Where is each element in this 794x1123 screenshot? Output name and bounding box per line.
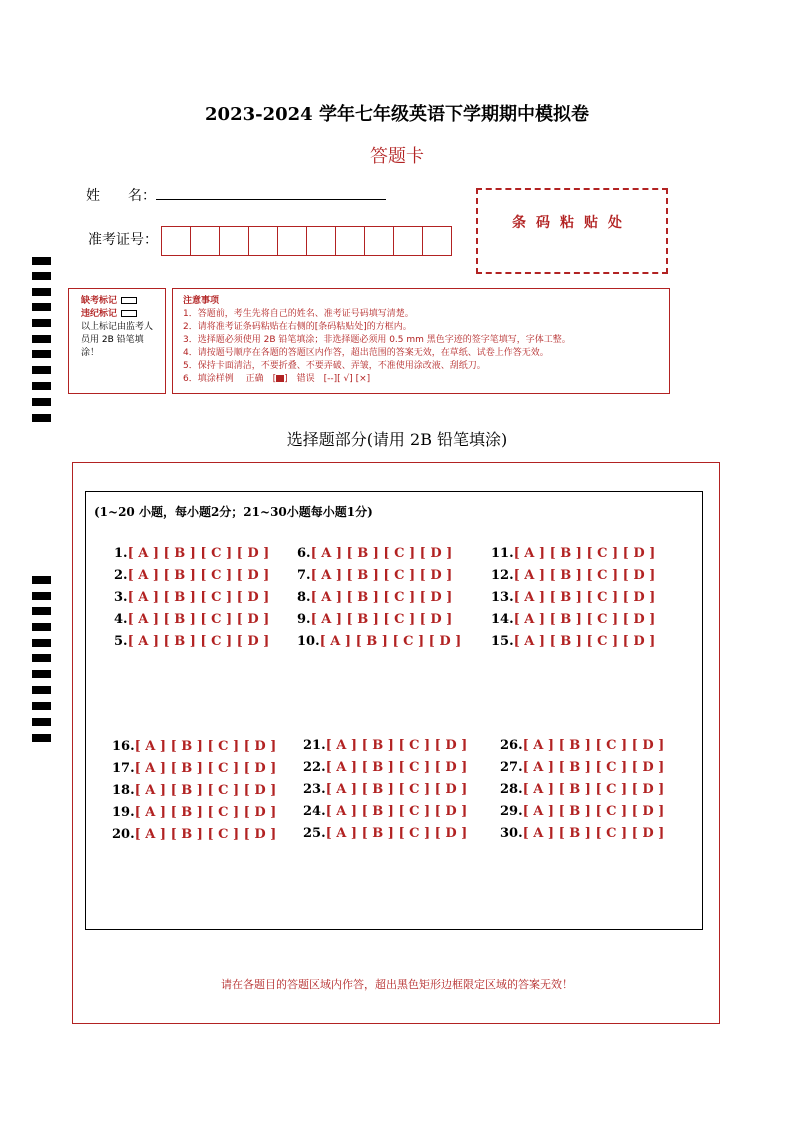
timing-mark [32,592,51,600]
answer-options[interactable]: [ A ] [ B ] [ C ] [ D ] [325,738,468,753]
question-number: 21. [303,738,326,753]
notice-item: 3．选择题必须使用 2B 铅笔填涂；非选择题必须用 0.5 mm 黑色字迹的签字笔填写，字体工整。 [183,335,571,345]
answer-options[interactable]: [ A ] [ B ] [ C ] [ D ] [522,738,665,753]
answer-options[interactable]: [ A ] [ B ] [ C ] [ D ] [134,761,277,776]
question-number: 19. [112,805,135,820]
timing-mark [32,576,51,584]
id-digit-box[interactable] [393,226,423,256]
violation-mark-label: 违纪标记 [81,309,118,319]
id-digit-box[interactable] [248,226,278,256]
question-number: 29. [500,804,523,819]
answer-options[interactable]: [ A ] [ B ] [ C ] [ D ] [513,546,656,561]
id-digit-box[interactable] [277,226,307,256]
question-number: 6. [297,546,311,561]
question-number: 12. [491,568,514,583]
question-row[interactable] [491,546,655,561]
timing-mark [32,734,51,742]
question-number: 3. [114,590,128,605]
question-row[interactable] [491,612,655,627]
question-row[interactable] [112,783,276,798]
id-digit-box[interactable] [335,226,365,256]
question-number: 17. [112,761,135,776]
answer-options[interactable]: [ A ] [ B ] [ C ] [ D ] [522,804,665,819]
question-number: 11. [491,546,514,561]
question-row[interactable] [303,804,467,819]
question-row[interactable] [500,738,664,753]
question-row[interactable] [297,612,452,627]
question-number: 28. [500,782,523,797]
question-row[interactable] [114,568,269,583]
question-row[interactable] [491,568,655,583]
question-number: 7. [297,568,311,583]
absent-mark-label: 缺考标记 [81,296,118,306]
answer-options[interactable]: [ A ] [ B ] [ C ] [ D ] [522,826,665,841]
answer-options[interactable]: [ A ] [ B ] [ C ] [ D ] [325,760,468,775]
timing-mark [32,718,51,726]
question-row[interactable] [114,612,269,627]
marks-note: 以上标记由监考人员用 2B 铅笔填涂！ [81,322,154,358]
answer-options[interactable]: [ A ] [ B ] [ C ] [ D ] [310,546,453,561]
timing-mark [32,654,51,662]
footer-warning: 请在各题目的答题区域内作答，超出黑色矩形边框限定区域的答案无效！ [221,978,573,991]
question-row[interactable] [303,826,467,841]
answer-options[interactable]: [ A ] [ B ] [ C ] [ D ] [522,760,665,775]
question-number: 5. [114,634,128,649]
violation-mark-box[interactable] [121,310,137,317]
notice-title: 注意事项 [183,296,220,306]
timing-mark [32,398,51,406]
timing-mark [32,335,51,343]
question-row[interactable] [114,546,269,561]
answer-options[interactable]: [ A ] [ B ] [ C ] [ D ] [127,568,270,583]
answer-options[interactable]: [ A ] [ B ] [ C ] [ D ] [513,612,656,627]
notice-item: 4．请按题号顺序在各题的答题区内作答，超出范围的答案无效，在草纸、试卷上作答无效。 [183,348,549,358]
question-number: 23. [303,782,326,797]
timing-mark [32,670,51,678]
question-row[interactable] [491,590,655,605]
question-number: 8. [297,590,311,605]
notice-item: 2．请将准考证条码粘贴在右侧的[条码粘贴处]的方框内。 [183,322,412,332]
answer-options[interactable]: [ A ] [ B ] [ C ] [ D ] [319,634,462,649]
question-number: 1. [114,546,128,561]
question-number: 13. [491,590,514,605]
id-digit-box[interactable] [161,226,191,256]
question-number: 10. [297,634,320,649]
timing-mark [32,414,51,422]
answer-card-subtitle: 答题卡 [370,146,424,167]
question-row[interactable] [112,805,276,820]
answer-options[interactable]: [ A ] [ B ] [ C ] [ D ] [522,782,665,797]
timing-mark [32,623,51,631]
answer-options[interactable]: [ A ] [ B ] [ C ] [ D ] [127,546,270,561]
fill-sample-correct-mark [276,375,284,382]
timing-mark [32,702,51,710]
page-title: 2023-2024 学年七年级英语下学期期中模拟卷 [205,104,589,125]
question-row[interactable] [297,634,461,649]
question-number: 16. [112,739,135,754]
answer-options[interactable]: [ A ] [ B ] [ C ] [ D ] [127,612,270,627]
id-digit-box[interactable] [422,226,452,256]
section-title: 选择题部分(请用 2B 铅笔填涂) [286,430,508,449]
timing-mark [32,272,51,280]
marks-box [68,288,166,394]
answer-options[interactable]: [ A ] [ B ] [ C ] [ D ] [310,612,453,627]
question-number: 15. [491,634,514,649]
fill-sample-prefix: 6．填涂样例 正确 [ [183,374,277,384]
question-row[interactable] [303,782,467,797]
timing-mark [32,686,51,694]
fill-sample-suffix: ] 错误 [--][ √] [×] [284,374,371,384]
timing-mark [32,366,51,374]
question-number: 18. [112,783,135,798]
name-label: 姓 名： [86,188,156,204]
question-number: 22. [303,760,326,775]
answer-options[interactable]: [ A ] [ B ] [ C ] [ D ] [134,805,277,820]
question-number: 24. [303,804,326,819]
answer-options[interactable]: [ A ] [ B ] [ C ] [ D ] [134,783,277,798]
timing-mark [32,382,51,390]
question-number: 2. [114,568,128,583]
question-row[interactable] [114,634,269,649]
question-row[interactable] [500,760,664,775]
answer-options[interactable]: [ A ] [ B ] [ C ] [ D ] [134,739,277,754]
answer-options[interactable]: [ A ] [ B ] [ C ] [ D ] [325,826,468,841]
id-digit-box[interactable] [219,226,249,256]
question-row[interactable] [491,634,655,649]
id-digit-box[interactable] [364,226,394,256]
id-digit-box[interactable] [306,226,336,256]
question-row[interactable] [114,590,269,605]
timing-mark [32,350,51,358]
question-number: 9. [297,612,311,627]
timing-mark [32,607,51,615]
answer-options[interactable]: [ A ] [ B ] [ C ] [ D ] [134,827,277,842]
question-row[interactable] [303,760,467,775]
question-row[interactable] [112,739,276,754]
answer-options[interactable]: [ A ] [ B ] [ C ] [ D ] [325,804,468,819]
timing-mark [32,288,51,296]
question-row[interactable] [500,804,664,819]
fill-sample-row [183,373,669,386]
question-number: 14. [491,612,514,627]
question-number: 30. [500,826,523,841]
answer-options[interactable]: [ A ] [ B ] [ C ] [ D ] [127,590,270,605]
timing-mark [32,639,51,647]
answer-options[interactable]: [ A ] [ B ] [ C ] [ D ] [325,782,468,797]
id-digit-box[interactable] [190,226,220,256]
question-number: 26. [500,738,523,753]
question-row[interactable] [112,761,276,776]
question-row[interactable] [297,546,452,561]
question-row[interactable] [297,590,452,605]
answer-options[interactable]: [ A ] [ B ] [ C ] [ D ] [127,634,270,649]
question-row[interactable] [500,826,664,841]
question-number: 4. [114,612,128,627]
answer-options[interactable]: [ A ] [ B ] [ C ] [ D ] [310,590,453,605]
notice-item: 1．答题前，考生先将自己的姓名、准考证号码填写清楚。 [183,309,414,319]
notice-box [172,288,670,394]
answer-options[interactable]: [ A ] [ B ] [ C ] [ D ] [310,568,453,583]
answer-options[interactable]: [ A ] [ B ] [ C ] [ D ] [513,568,656,583]
question-number: 20. [112,827,135,842]
question-number: 27. [500,760,523,775]
timing-mark [32,303,51,311]
notice-item: 5．保持卡面清洁，不要折叠、不要弄破、弄皱，不准使用涂改液、刮纸刀。 [183,361,486,371]
absent-mark-box[interactable] [121,297,137,304]
answer-options[interactable]: [ A ] [ B ] [ C ] [ D ] [513,590,656,605]
timing-mark [32,319,51,327]
exam-id-label: 准考证号： [88,232,158,248]
question-number: 25. [303,826,326,841]
timing-mark [32,257,51,265]
question-row[interactable] [112,827,276,842]
question-row[interactable] [303,738,467,753]
name-field[interactable] [156,198,386,200]
barcode-label: 条码粘贴处 [512,215,632,231]
exam-id-boxes[interactable] [161,226,451,256]
question-row[interactable] [500,782,664,797]
question-row[interactable] [297,568,452,583]
score-instruction: (1~20 小题，每小题2分；21~30小题每小题1分) [94,505,373,519]
answer-options[interactable]: [ A ] [ B ] [ C ] [ D ] [513,634,656,649]
